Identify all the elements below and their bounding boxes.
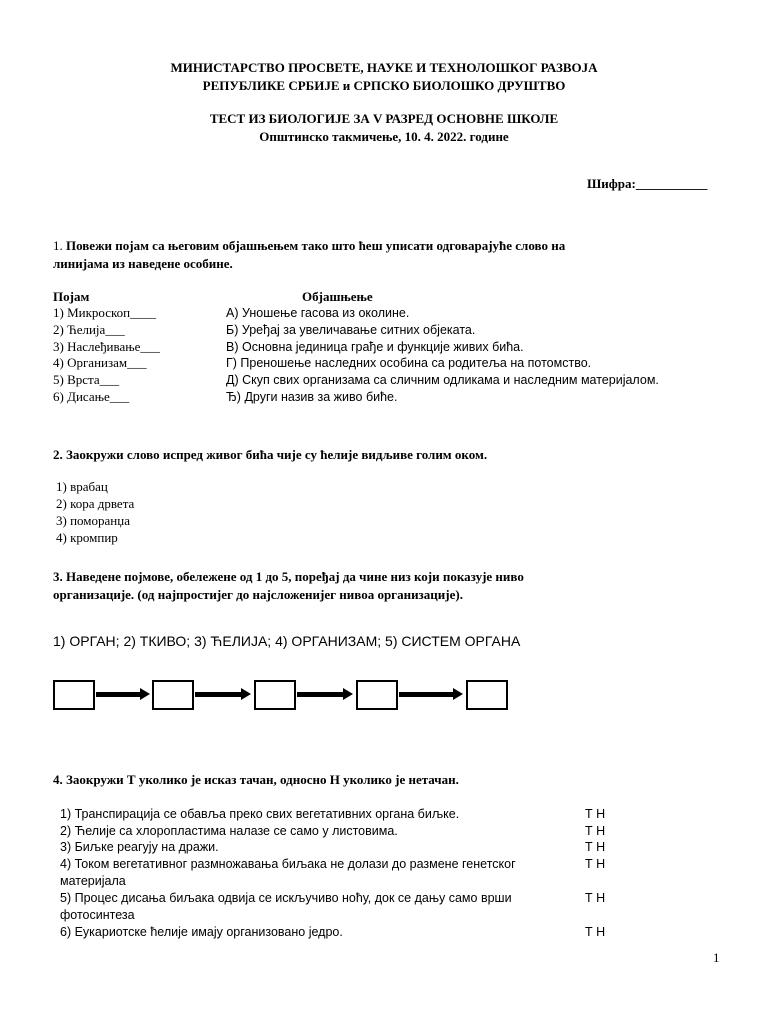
arrow-right-icon xyxy=(140,688,150,700)
q1-explanation-header: Објашњење xyxy=(302,289,373,304)
q4-statement-5: 5) Процес дисања биљака одвија се искључиво ноћу, док се дању само врши xyxy=(60,891,512,905)
q4-statement-3: 3) Биљке реагују на дражи. xyxy=(60,840,219,854)
q1-instruction-line2: линијама из наведене особине. xyxy=(53,256,233,271)
q1-explanation: В) Основна јединица грађе и функције живих бића. xyxy=(226,339,524,354)
q3-answer-box-3[interactable] xyxy=(254,680,296,710)
code-field-label: Шифра:___________ xyxy=(587,176,708,191)
q3-answer-box-5[interactable] xyxy=(466,680,508,710)
q3-answer-box-2[interactable] xyxy=(152,680,194,710)
q1-term: 1) Микроскоп____ xyxy=(53,305,157,320)
society-title: РЕПУБЛИКЕ СРБИЈЕ и СРПСКО БИОЛОШКО ДРУШТВО xyxy=(202,78,566,93)
q1-term: 5) Врста___ xyxy=(53,372,120,388)
q1-text: Повежи појам са његовим објашњењем тако што ћеш уписати одговарајуће слово на xyxy=(66,238,566,253)
arrow-shaft xyxy=(297,692,344,697)
q3-instruction-line2: организације. (од најпростијег до најсложенијег нивоа организације). xyxy=(53,587,463,602)
q2-options-list xyxy=(56,478,134,546)
q4-statement-1: 1) Транспирација се обавља преко свих вегетативних органа биљке. xyxy=(60,807,460,821)
q4-statement-2: 2) Ћелије са хлоропластима налазе се само у листовима. xyxy=(60,824,398,838)
q4-statement-5-cont: фотосинтеза xyxy=(60,908,135,922)
q2-option[interactable]: 2) кора дрвета xyxy=(56,496,135,511)
q3-answer-box-4[interactable] xyxy=(356,680,398,710)
arrow-shaft xyxy=(399,692,454,697)
q2-option[interactable]: 4) кромпир xyxy=(56,530,118,545)
q4-true-false-options[interactable]: Т Н xyxy=(585,925,606,939)
q4-true-false-options[interactable]: Т Н xyxy=(585,840,606,854)
q1-explanation: Б) Уређај за увеличавање ситних објеката. xyxy=(226,322,476,337)
q1-term: 4) Организам___ xyxy=(53,355,147,371)
q4-statement-4-cont: материјала xyxy=(60,874,126,888)
q2-option[interactable]: 3) поморанџа xyxy=(56,513,130,528)
q1-term: 6) Дисање___ xyxy=(53,388,130,404)
q4-true-false-options[interactable]: Т Н xyxy=(585,824,606,838)
q4-true-false-options[interactable]: Т Н xyxy=(585,857,606,871)
q2-instruction: 2. Заокружи слово испред живог бића чије су ћелије видљиве голим оком. xyxy=(53,447,488,462)
q1-term: 2) Ћелија___ xyxy=(53,321,125,337)
q4-true-false-options[interactable]: Т Н xyxy=(585,807,606,821)
q1-number: 1. xyxy=(53,238,63,253)
q1-explanation: Д) Скуп свих организама са сличним одликама и наследним материјалом. xyxy=(226,373,659,388)
q1-term: 3) Наслеђивање___ xyxy=(53,338,160,354)
q2-option[interactable]: 1) врабац xyxy=(56,479,108,494)
q1-term-header: Појам xyxy=(53,289,90,304)
q1-explanation: А) Уношење гасова из околине. xyxy=(226,306,410,320)
q3-answer-box-1[interactable] xyxy=(53,680,95,710)
q1-instruction-line1 xyxy=(53,238,565,254)
arrow-right-icon xyxy=(453,688,463,700)
page-number: 1 xyxy=(713,950,720,965)
arrow-right-icon xyxy=(343,688,353,700)
q4-instruction: 4. Заокружи Т уколико је исказ тачан, односно Н уколико је нетачан. xyxy=(53,772,459,787)
ministry-title: МИНИСТАРСТВО ПРОСВЕТЕ, НАУКЕ И ТЕХНОЛОШКОГ РАЗВОЈА xyxy=(170,60,598,75)
arrow-shaft xyxy=(96,692,141,697)
test-title: ТЕСТ ИЗ БИОЛОГИЈЕ ЗА V РАЗРЕД ОСНОВНЕ ШКОЛЕ xyxy=(209,111,559,126)
q4-statement-4: 4) Током вегетативног размножавања биљака не долази до размене генетског xyxy=(60,857,516,871)
q4-true-false-options[interactable]: Т Н xyxy=(585,891,606,905)
q3-instruction-line1: 3. Наведене појмове, обележене од 1 до 5, поређај да чине низ који показује ниво xyxy=(53,569,524,584)
arrow-right-icon xyxy=(241,688,251,700)
arrow-shaft xyxy=(195,692,242,697)
q4-statement-6: 6) Еукариотске ћелије имају организовано једро. xyxy=(60,925,343,939)
q1-terms-list xyxy=(53,305,160,406)
q1-explanation: Г) Преношење наследних особина са родитеља на потомство. xyxy=(226,356,592,371)
q3-items: 1) ОРГАН; 2) ТКИВО; 3) ЋЕЛИЈА; 4) ОРГАНИЗАМ; 5) СИСТЕМ ОРГАНА xyxy=(53,633,521,649)
competition-subtitle: Општинско такмичење, 10. 4. 2022. године xyxy=(259,129,509,144)
q1-explanation: Ђ) Други назив за живо биће. xyxy=(226,389,398,404)
q1-explanations-list xyxy=(226,305,659,406)
